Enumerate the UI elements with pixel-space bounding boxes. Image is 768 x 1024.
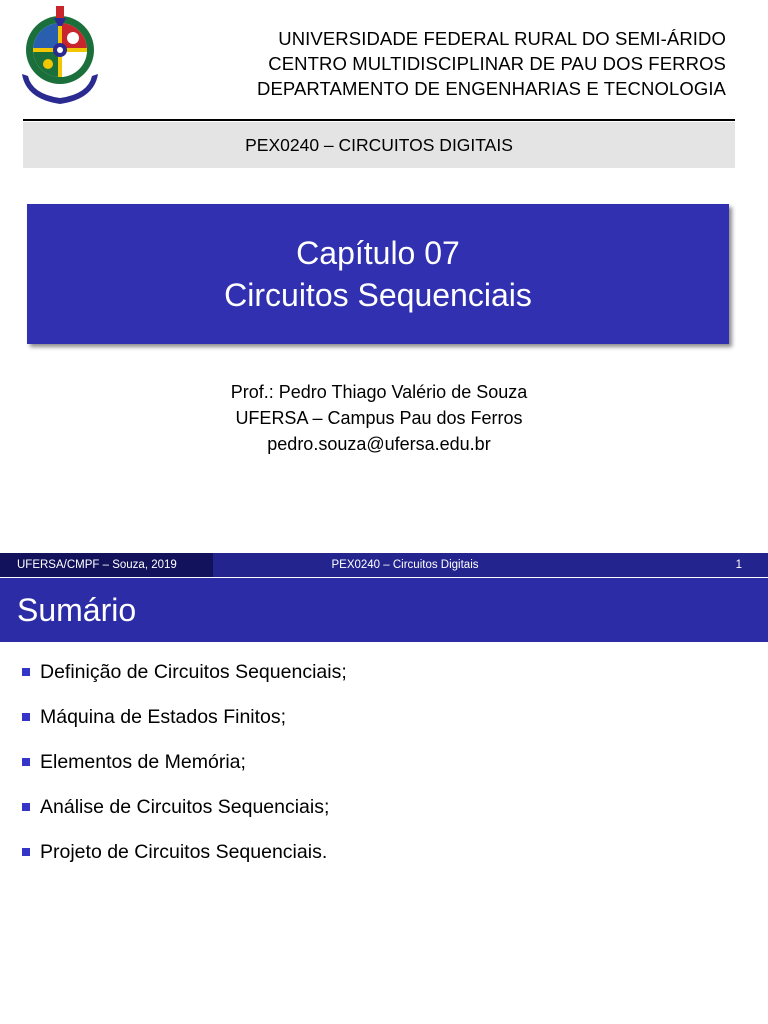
campus-name: UFERSA – Campus Pau dos Ferros <box>235 408 523 428</box>
slide-heading-text: Sumário <box>17 591 137 628</box>
list-item <box>22 796 347 841</box>
list-item-text: Projeto de Circuitos Sequenciais. <box>40 841 328 863</box>
list-item <box>22 706 347 751</box>
institution-header <box>257 26 726 101</box>
square-bullet-icon <box>22 803 30 811</box>
course-bar <box>23 122 735 168</box>
slide-heading <box>0 578 768 642</box>
chapter-number: Capítulo 07 <box>296 235 460 271</box>
page-number-text: 1 <box>735 559 742 571</box>
square-bullet-icon <box>22 758 30 766</box>
footer-author <box>0 553 213 577</box>
department-name: DEPARTAMENTO DE ENGENHARIAS E TECNOLOGIA <box>257 78 726 99</box>
summary-list <box>22 661 347 886</box>
chapter-title: Circuitos Sequenciais <box>224 277 532 313</box>
header-divider <box>23 119 735 121</box>
list-item-text: Definição de Circuitos Sequenciais; <box>40 661 347 683</box>
professor-name: Prof.: Pedro Thiago Valério de Souza <box>230 382 528 402</box>
summary-slide <box>0 553 768 1024</box>
chapter-title-box <box>27 204 729 344</box>
center-name: CENTRO MULTIDISCIPLINAR DE PAU DOS FERROS <box>268 53 726 74</box>
list-item-text: Máquina de Estados Finitos; <box>40 706 287 728</box>
page-number <box>597 553 768 577</box>
slide-top-bar <box>0 553 768 577</box>
footer-course-text: PEX0240 – Circuitos Digitais <box>331 559 479 571</box>
list-item <box>22 751 347 796</box>
author-block <box>0 379 758 457</box>
footer-author-text: UFERSA/CMPF – Souza, 2019 <box>17 559 177 571</box>
university-name: UNIVERSIDADE FEDERAL RURAL DO SEMI-ÁRIDO <box>278 28 726 49</box>
course-name: PEX0240 – CIRCUITOS DIGITAIS <box>245 134 513 155</box>
square-bullet-icon <box>22 848 30 856</box>
square-bullet-icon <box>22 668 30 676</box>
square-bullet-icon <box>22 713 30 721</box>
ufersa-crest-icon <box>18 4 102 108</box>
list-item <box>22 661 347 706</box>
list-item-text: Análise de Circuitos Sequenciais; <box>40 796 330 818</box>
list-item-text: Elementos de Memória; <box>40 751 246 773</box>
list-item <box>22 841 347 886</box>
footer-course <box>213 553 597 577</box>
email-link[interactable]: pedro.souza@ufersa.edu.br <box>267 434 491 454</box>
